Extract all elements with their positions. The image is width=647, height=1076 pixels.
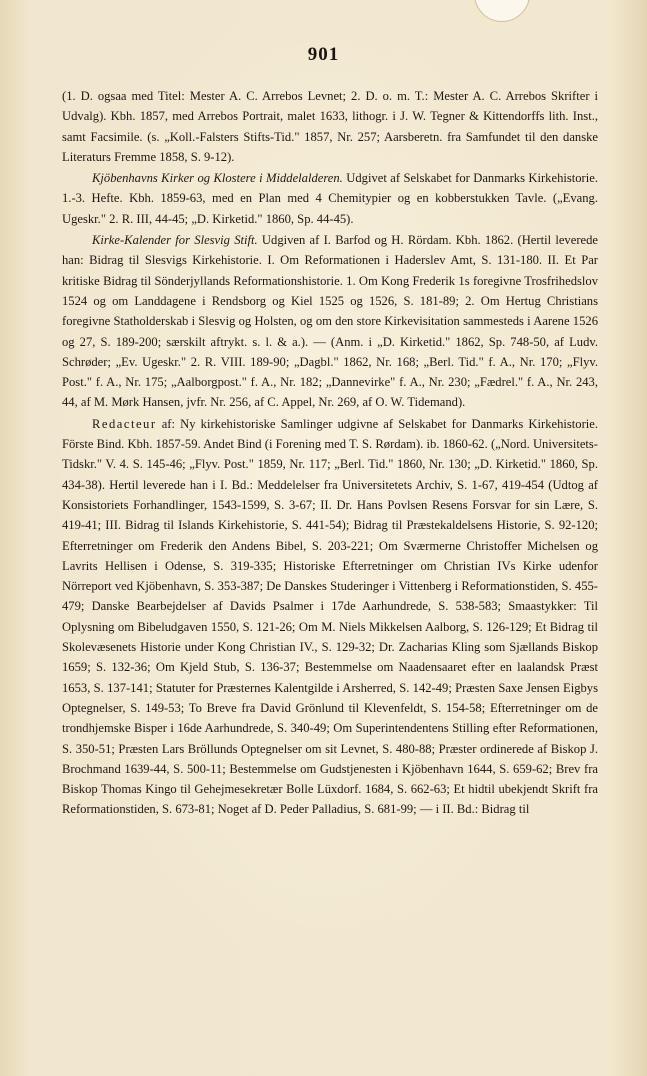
- entry-text: af: Ny kirkehistoriske Samlinger udgivne af Selskabet for Danmarks Kirkehistorie. Förste Bind. Kbh. 1857-59. Andet Bind (i Forening med T. S. Rørdam). ib. 1860-62. („Nord. Universitets-Tidskr." V. 4. S. 145-46; „Flyv. Post." 1859, Nr. 117; „Berl. Tid." 1860, Nr. 130; „D. Kirketid." 1860, Sp. 434-38). Hertil leverede han i I. Bd.: Meddelelser fra Universitetets Archiv, S. 1-67, 419-454 (Udtog af Konsistoriets Forhandlinger, 1543-1599, S. 3-67; II. Dr. Hans Povlsen Resens Forsvar for sin Lære, S. 419-41; III. Bidrag til Islands Kirkehistorie, S. 441-54); Bidrag til Præstekaldelsens Historie, S. 92-120; Efterretninger om Frederik den Andens Bibel, S. 203-221; Om Sværmerne Christoffer Michelsen og Lavrits Hellisen i Odense, S. 319-335; Historiske Efterretninger om Christian IVs Kirke udenfor Nörreport ved Kjöbenhavn, S. 353-387; De Danskes Studeringer i Vittenberg i Reformationstiden, S. 455-479; Danske Bearbejdelser af Davids Psalmer i 17de Aarhundrede, S. 538-583; Smaastykker: Til Oplysning om Bibeludgaven 1550, S. 121-26; Om M. Niels Mikkelsen Aalborg, S. 126-129; Et Bidrag til Skolevæsenets Historie under Kong Christian IV., S. 129-32; Dr. Zacharias Kling som Sjællands Biskop 1659; S. 132-36; Om Kjeld Stub, S. 136-37; Bestemmelse om Naadensaaret efter en laalandsk Præst 1653, S. 137-141; Statuter for Præsternes Kalentgilde i Arsherred, S. 142-49; Præsten Saxe Jensen Eigbys Optegnelser, S. 149-53; To Breve fra David Grönlund til Klevenfeldt, S. 154-58; Efterretninger om de trondhjemske Bisper i 16de Aarhundrede, S. 340-49; Om Superintendentens Stilling efter Reformationen, S. 350-51; Præsten Lars Bröllunds Optegnelser om sit Levnet, S. 480-88; Præster ordinerede af Biskop J. Brochmand 1639-44, S. 500-11; Bestemmelse om Gudstjenesten i Kjöbenhavn 1644, S. 659-62; Brev fra Biskop Thomas Kingo til Gehejmesekretær Bolle Lüxdorf. 1684, S. 662-63; Et hidtil ubekjendt Skrift fra Reformationstiden, S. 673-81; Noget af D. Peder Palladius, S. 681-99; — i II. Bd.: Bidrag til: [62, 416, 598, 817]
- entry-title: Kjöbenhavns Kirker og Klostere i Middelalderen.: [92, 171, 343, 186]
- entry-kirke-kalender: [62, 230, 598, 413]
- entry-kjobenhavns-kirker: [62, 168, 598, 229]
- entry-title: Kirke-Kalender for Slesvig Stift.: [92, 233, 258, 248]
- entry-arrebo-continuation: [62, 86, 598, 167]
- page-number: 901: [307, 44, 340, 65]
- entry-text: (1. D. ogsaa med Titel: Mester A. C. Arrebos Levnet; 2. D. o. m. T.: Mester A. C. Arrebos Skrifter i Udvalg). Kbh. 1857, med Arrebos Portrait, malet 1633, lithogr. i J. W. Tegner & Kittendorffs lith. Inst., samt Facsimile. (s. „Koll.-Falsters Stifts-Tid." 1857, Nr. 257; Aarsberetn. fra Samfundet til den danske Literaturs Fremme 1858, S. 9-12).: [62, 89, 598, 164]
- page-body: [62, 86, 598, 820]
- page-edge-notch: [474, 0, 530, 22]
- entry-redacteur: [62, 414, 598, 820]
- entry-text: Udgivet af Selskabet for Danmarks Kirkehistorie. 1.-3. Hefte. Kbh. 1859-63, med en Plan med 4 Chemitypier og en kobberstukken Tavle. („Evang. Ugeskr." 2. R. III, 44-45; „D. Kirketid." 1860, Sp. 44-45).: [62, 171, 598, 226]
- entry-lead: Redacteur: [92, 416, 157, 431]
- entry-text: Udgiven af I. Barfod og H. Rördam. Kbh. 1862. (Hertil leverede han: Bidrag til Slesvigs Kirkehistorie. I. Om Reformationen i Haderslev Amt, S. 131-180. II. Et Par kritiske Bidrag til Sönderjyllands Reformationshistorie. 1. Om Kong Frederik 1s foregivne Trosfrihedslov 1524 og om Landdagene i Rendsborg og Kiel 1525 og 1526, S. 181-89; 2. Om Hertug Christians foregivne Statholderskab i Slesvig og Holsten, og om den store Kirkevisitation sammesteds i Aarene 1526 og 27, S. 189-200; særskilt aftrykt. s. l. & a.). — (Anm. i „D. Kirketid." 1862, Sp. 748-50, af Ludv. Schrøder; „Ev. Ugeskr." 2. R. VIII. 189-90; „Dagbl." 1862, Nr. 168; „Berl. Tid." f. A., Nr. 170; „Flyv. Post." f. A., Nr. 175; „Aalborgpost." f. A., Nr. 182; „Dannevirke" f. A., Nr. 230; „Fædrel." f. A., Nr. 243, 44, af M. Mørk Hansen, jvfr. Nr. 256, af C. Appel, Nr. 269, af O. W. Tidemand).: [62, 233, 598, 410]
